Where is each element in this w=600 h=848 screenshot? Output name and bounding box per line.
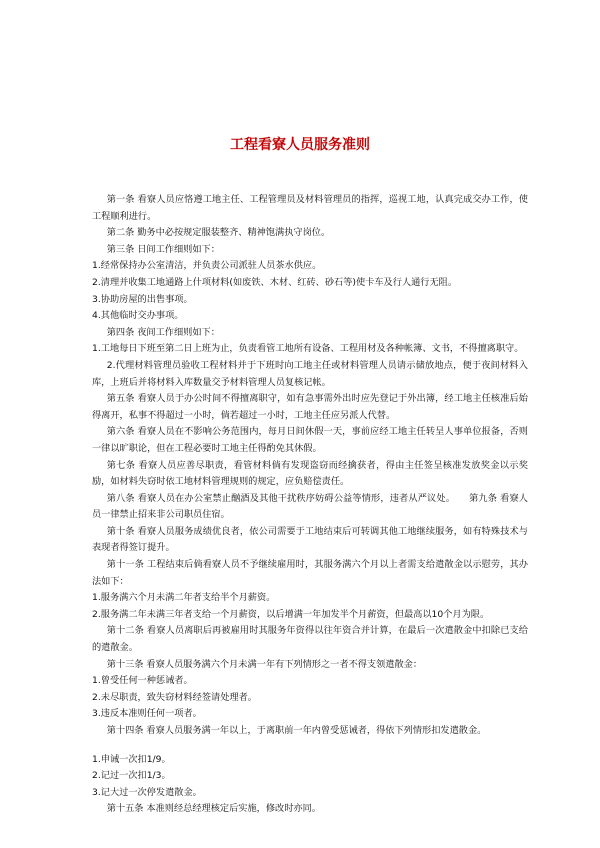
list-item: 2.代理材料管理员验收工程材料并于下班时向工地主任或材料管理人员请示储放地点，便于夜间材料入库，上班后并将材料入库数量交予材料管理人员复核记帐。: [92, 359, 528, 388]
article-11: 第十一条 工程结束后倘看寮人员不予继续雇用时，其服务满六个月以上者需支给遣散金以示慰劳，其办法如下：: [92, 559, 528, 587]
list-item: 3.违反本准则任何一项者。: [92, 708, 202, 720]
document-body: [92, 192, 528, 818]
article-12: 第十二条 看寮人员离职后再被雇用时其服务年资得以往年资合并计算，在最后一次遣散金中扣除已支给的遣散金。: [92, 625, 528, 654]
list-item: 1.申诫一次扣1/9。: [92, 753, 171, 765]
document-title: 工程看寮人员服务准则: [230, 137, 370, 153]
list-item: 1.工地每日下班至第二日上班为止，负责看管工地所有设备、工程用材及各种帐簿、文书，不得擅离职守。: [92, 343, 524, 355]
list-item: 2.服务满二年未满三年者支给一个月薪资，以后增满一年加发半个月薪资，但最高以10个月为限。: [92, 608, 490, 620]
article-15: 第十五条 本准则经总经理核定后实施，修改时亦同。: [106, 803, 321, 815]
article-6: 第六条 看寮人员在不影响公务范围内，每月日间休假一天，事前应经工地主任转呈人事单位报备，否则一律以旷职论，但在工程必要时工地主任得酌免其休假。: [92, 426, 528, 454]
list-item: 3.记大过一次停发遣散金。: [92, 786, 202, 798]
list-item: 1.经常保持办公室清洁，并负责公司派驻人员茶水供应。: [92, 260, 322, 272]
article-5: 第五条 看寮人员于办公时间不得擅离职守，如有急事需外出时应先登记于外出簿，经工地主任核准后始得离开，私事不得超过一小时，倘若超过一小时，工地主任应另派人代替。: [92, 393, 528, 421]
article-3-heading: 第三条 日间工作细则如下：: [106, 243, 220, 255]
list-item: 3.协助房屋的出售事项。: [92, 293, 193, 305]
list-item: 1.服务满六个月未满二年者支给半个月薪资。: [92, 592, 276, 604]
list-item: 2.未尽职责，致失窃材料经签请处理者。: [92, 691, 257, 703]
list-item: 4.其他临时交办事项。: [92, 310, 184, 322]
article-10: 第十条 看寮人员服务成绩优良者，依公司需要于工地结束后可转调其他工地继续服务，如有特殊技术与表现者得签订提升。: [92, 525, 528, 554]
list-item: 1.曾受任何一种惩诫者。: [92, 675, 193, 687]
article-2: 第二条 勤务中必按规定服装整齐、精神饱满执守岗位。: [106, 227, 331, 239]
list-item: 2.清理并收集工地通路上什项材料(如废铁、木材、红砖、砂石等)使卡车及行人通行无阻。: [92, 276, 458, 288]
article-4-heading: 第四条 夜间工作细则如下：: [106, 326, 220, 338]
article-14: 第十四条 看寮人员服务满一年以上，于离职前一年内曾受惩诫者，得依下列情形扣发遣散金。: [106, 725, 487, 736]
article-8-9: 第八条 看寮人员在办公室禁止酗酒及其他干扰秩序妨碍公益等情形，违者从严议处。 第九条 看寮人员一律禁止招来非公司职员住宿。: [92, 492, 528, 521]
article-13: 第十三条 看寮人员服务满六个月未满一年有下列情形之一者不得支领遣散金：: [106, 658, 423, 670]
article-1: 第一条 看寮人员应恪遵工地主任、工程管理员及材料管理员的指挥，巡视工地，认真完成交办工作，使工程顺利进行。: [92, 194, 528, 222]
paragraph-gap: [92, 740, 528, 752]
article-7: 第七条 看寮人员应善尽职责，看管材料倘有发现盗窃而经擒获者，得由主任签呈核准发放奖金以示奖励，如材料失窃时依工地材料管理规则的规定，应负赔偿责任。: [92, 459, 528, 488]
list-item: 2.记过一次扣1/3。: [92, 770, 171, 782]
